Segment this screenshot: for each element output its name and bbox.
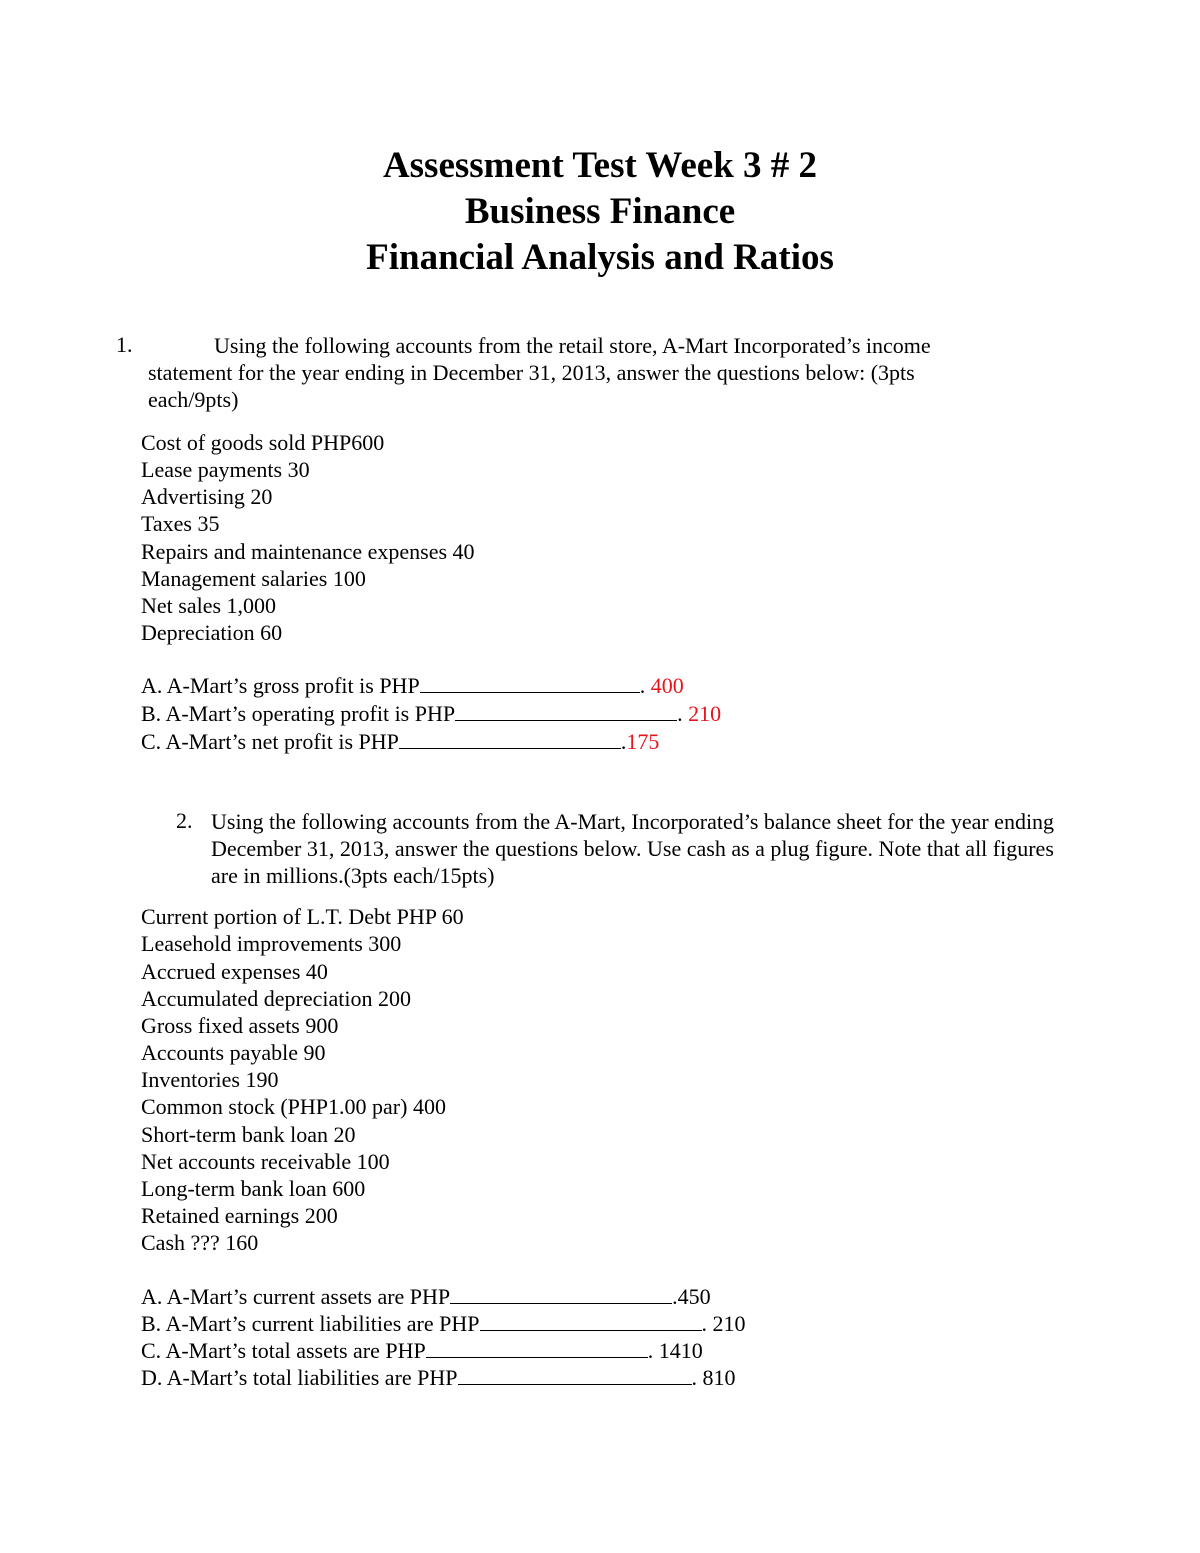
answer-blank (455, 700, 677, 721)
question-text: D. A-Mart’s total liabilities are PHP (141, 1365, 458, 1390)
q1-account: Depreciation 60 (141, 620, 283, 645)
answer-blank (426, 1337, 648, 1358)
q1-account: Management salaries 100 (141, 566, 366, 591)
q1-account: Cost of goods sold PHP600 (141, 430, 385, 455)
answer-blank (480, 1310, 702, 1331)
answer-blank (420, 672, 640, 693)
q2-account: Accrued expenses 40 (141, 959, 328, 984)
q1-account: Lease payments 30 (141, 457, 310, 482)
answer-value: 175 (626, 729, 660, 754)
q1-prompt: Using the following accounts from the retail store, A-Mart Incorporated’s income statement for the year ending in December 31, 2013, answer the questions below: (3pts each/9pts) (148, 333, 931, 412)
answer-value: 210 (712, 1311, 746, 1336)
q2-question-d: D. A-Mart’s total liabilities are PHP . 810 (141, 1365, 736, 1390)
answer-value: 810 (702, 1365, 736, 1390)
doc-subject: Business Finance (464, 191, 736, 232)
question-text: B. A-Mart’s current liabilities are PHP (141, 1311, 480, 1336)
q2-account: Inventories 190 (141, 1067, 279, 1092)
answer-blank (458, 1364, 692, 1385)
q1-account: Advertising 20 (141, 484, 273, 509)
answer-value: 1410 (658, 1338, 703, 1363)
answer-value: 450 (677, 1284, 711, 1309)
doc-title: Assessment Test Week 3 # 2 (382, 145, 818, 186)
q2-account: Short-term bank loan 20 (141, 1122, 356, 1147)
question-text: C. A-Mart’s net profit is PHP (141, 729, 399, 754)
q2-question-c: C. A-Mart’s total assets are PHP . 1410 (141, 1338, 703, 1363)
q1-account: Net sales 1,000 (141, 593, 277, 618)
answer-value: 400 (650, 673, 684, 698)
q2-prompt: Using the following accounts from the A-Mart, Incorporated’s balance sheet for the year ending December 31, 2013, answer the questions below. Use cash as a plug figure. Note that all figures are in millions.(3pts each/15pts) (211, 809, 1055, 888)
q2-account: Accumulated depreciation 200 (141, 986, 412, 1011)
q2-question-a: A. A-Mart’s current assets are PHP .450 (141, 1284, 711, 1309)
q2-account: Leasehold improvements 300 (141, 931, 402, 956)
question-text: A. A-Mart’s gross profit is PHP (141, 673, 420, 698)
q2-account: Retained earnings 200 (141, 1203, 338, 1228)
q1-question-c: C. A-Mart’s net profit is PHP .175 (141, 729, 660, 754)
answer-value: 210 (688, 701, 722, 726)
q2-account: Current portion of L.T. Debt PHP 60 (141, 904, 464, 929)
question-text: A. A-Mart’s current assets are PHP (141, 1284, 451, 1309)
q2-account: Net accounts receivable 100 (141, 1149, 390, 1174)
q1-account: Repairs and maintenance expenses 40 (141, 539, 475, 564)
q1-question-b: B. A-Mart’s operating profit is PHP . 210 (141, 701, 722, 726)
q2-question-b: B. A-Mart’s current liabilities are PHP . 210 (141, 1311, 746, 1336)
q2-account: Long-term bank loan 600 (141, 1176, 366, 1201)
q1-account: Taxes 35 (141, 511, 220, 536)
q2-account: Gross fixed assets 900 (141, 1013, 339, 1038)
answer-blank (450, 1283, 672, 1304)
q1-number: 1. (116, 332, 133, 357)
question-text: B. A-Mart’s operating profit is PHP (141, 701, 456, 726)
q2-account: Common stock (PHP1.00 par) 400 (141, 1094, 446, 1119)
q2-account: Accounts payable 90 (141, 1040, 326, 1065)
answer-blank (399, 728, 621, 749)
q2-number: 2. (176, 808, 193, 833)
q1-question-a: A. A-Mart’s gross profit is PHP . 400 (141, 673, 684, 698)
doc-topic: Financial Analysis and Ratios (366, 237, 834, 278)
question-text: C. A-Mart’s total assets are PHP (141, 1338, 426, 1363)
q2-account: Cash ??? 160 (141, 1230, 259, 1255)
